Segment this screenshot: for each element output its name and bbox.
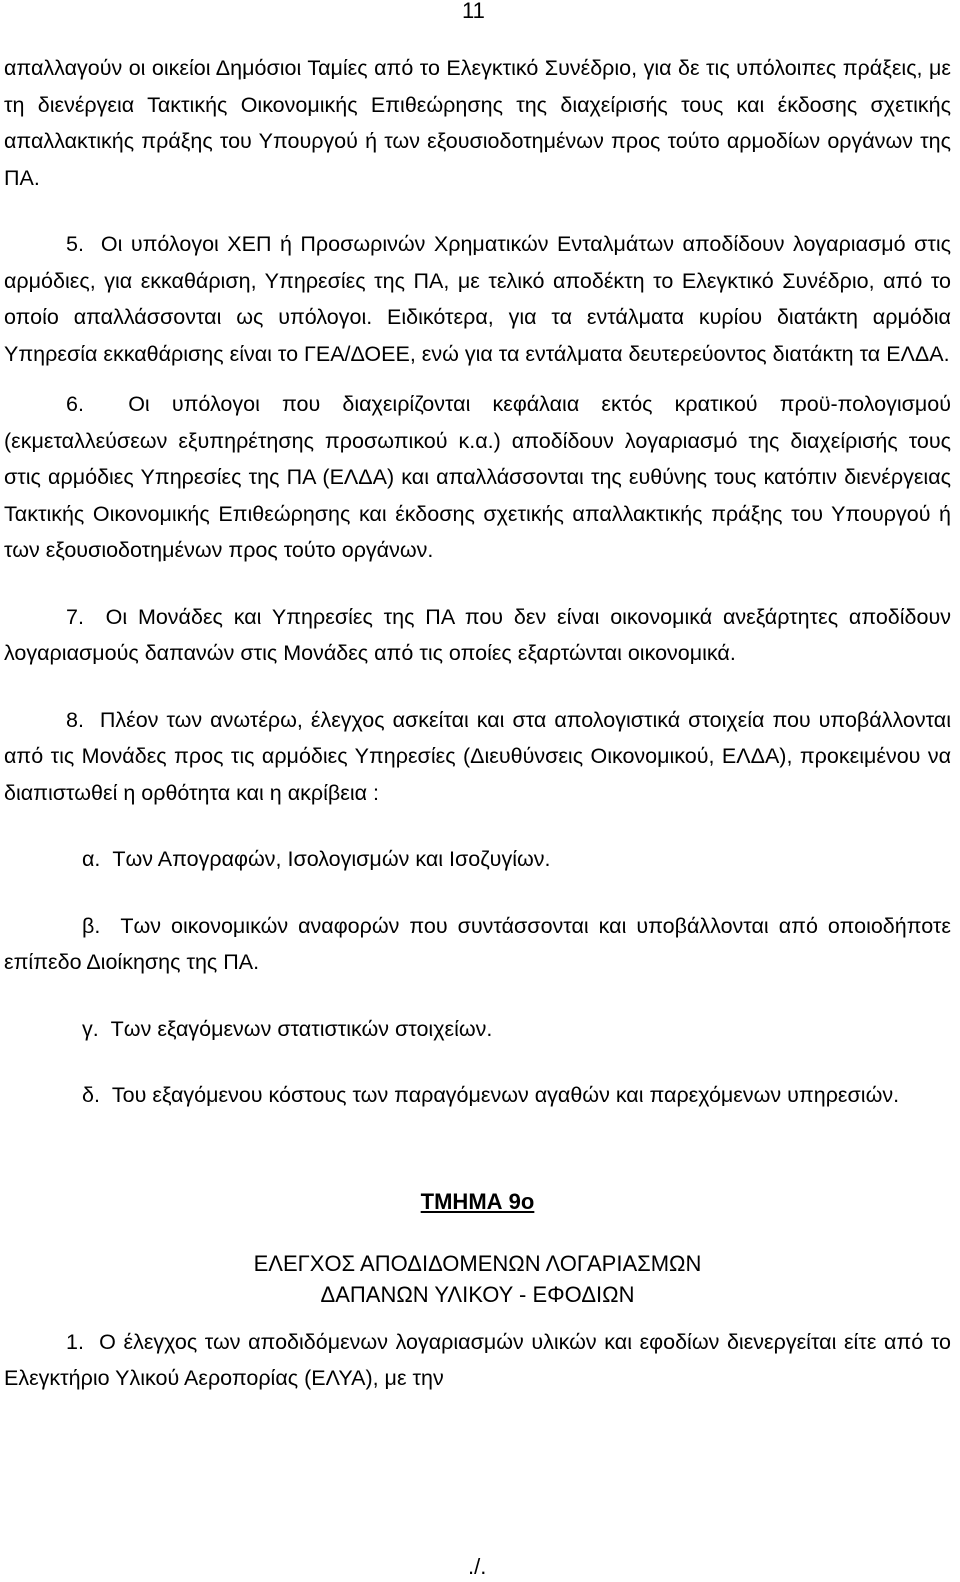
section-title: ΤΜΗΜΑ 9ο <box>420 1188 535 1214</box>
continuation-mark: ./. <box>468 1554 487 1579</box>
paragraph-6: 6. Οι υπόλογοι που διαχειρίζονται κεφάλαια εκτός κρατικού προϋ-πολογισμού (εκμεταλλεύσεων εξυπηρέτησης προσωπικού κ.α.) αποδίδουν λογαριασμό της διαχείρισής τους στις αρμόδιες Υπηρεσίες της ΠΑ (ΕΛΔΑ) και απαλλάσσονται της ευθύνης τους κατόπιν διενέργειας Τακτικής Οικονομικής Επιθεώρησης και έκδοσης σχετικής απαλλακτικής πράξης του Υπουργού ή των εξουσιοδοτημένων προς τούτο οργάνων. <box>4 392 951 562</box>
page-number: 11 <box>462 0 485 23</box>
paragraph-8: 8. Πλέον των ανωτέρω, έλεγχος ασκείται και στα απολογιστικά στοιχεία που υποβάλλονται από τις Μονάδες προς τις αρμόδιες Υπηρεσίες (Διευθύνσεις Οικονομικού, ΕΛΔΑ), προκειμένου να διαπιστωθεί η ορθότητα και η ακρίβεια : <box>4 707 951 805</box>
paragraph-7: 7. Οι Μονάδες και Υπηρεσίες της ΠΑ που δεν είναι οικονομικά ανεξάρτητες αποδίδουν λογαριασμούς δαπανών στις Μονάδες από τις οποίες εξαρτώνται οικονομικά. <box>4 604 951 665</box>
subparagraph-b: β. Των οικονομικών αναφορών που συντάσσονται και υποβάλλονται από οποιοδήποτε επίπεδο Διοίκησης της ΠΑ. <box>4 913 951 974</box>
section-heading-line-1: ΕΛΕΓΧΟΣ ΑΠΟΔΙΔΟΜΕΝΩΝ ΛΟΓΑΡΙΑΣΜΩΝ <box>253 1250 702 1276</box>
paragraph-5: 5. Οι υπόλογοι ΧΕΠ ή Προσωρινών Χρηματικών Ενταλμάτων αποδίδουν λογαριασμό στις αρμόδιες, για εκκαθάριση, Υπηρεσίες της ΠΑ, με τελικό αποδέκτη το Ελεγκτικό Συνέδριο, από το οποίο απαλλάσσονται ως υπόλογοι. Ειδικότερα, για τα εντάλματα κυρίου διατάκτη αρμόδια Υπηρεσία εκκαθάρισης είναι το ΓΕΑ/ΔΟΕΕ, ενώ για τα εντάλματα δευτερεύοντος διατάκτη τα ΕΛΔΑ. <box>4 232 951 366</box>
subparagraph-c: γ. Των εξαγόμενων στατιστικών στοιχείων. <box>82 1016 493 1041</box>
subparagraph-a: α. Των Απογραφών, Ισολογισμών και Ισοζυγίων. <box>82 847 551 871</box>
subparagraph-d: δ. Του εξαγόμενου κόστους των παραγόμενων αγαθών και παρεχόμενων υπηρεσιών. <box>82 1083 900 1107</box>
section-paragraph-1: 1. Ο έλεγχος των αποδιδόμενων λογαριασμών υλικών και εφοδίων διενεργείται είτε από το Ελεγκτήριο Υλικού Αεροπορίας (ΕΛΥΑ), με την <box>4 1329 951 1390</box>
paragraph-continuation: απαλλαγούν οι οικείοι Δημόσιοι Ταμίες από το Ελεγκτικό Συνέδριο, για δε τις υπόλοιπες πράξεις, με τη διενέργεια Τακτικής Οικονομικής Επιθεώρησης της διαχείρισής τους και έκδοσης σχετικής απαλλακτικής πράξης του Υπουργού ή των εξουσιοδοτημένων προς τούτο αρμοδίων οργάνων της ΠΑ. <box>4 56 951 190</box>
document-body <box>4 50 951 1397</box>
section-heading-line-2: ΔΑΠΑΝΩΝ ΥΛΙΚΟΥ - ΕΦΟΔΙΩΝ <box>320 1281 635 1307</box>
